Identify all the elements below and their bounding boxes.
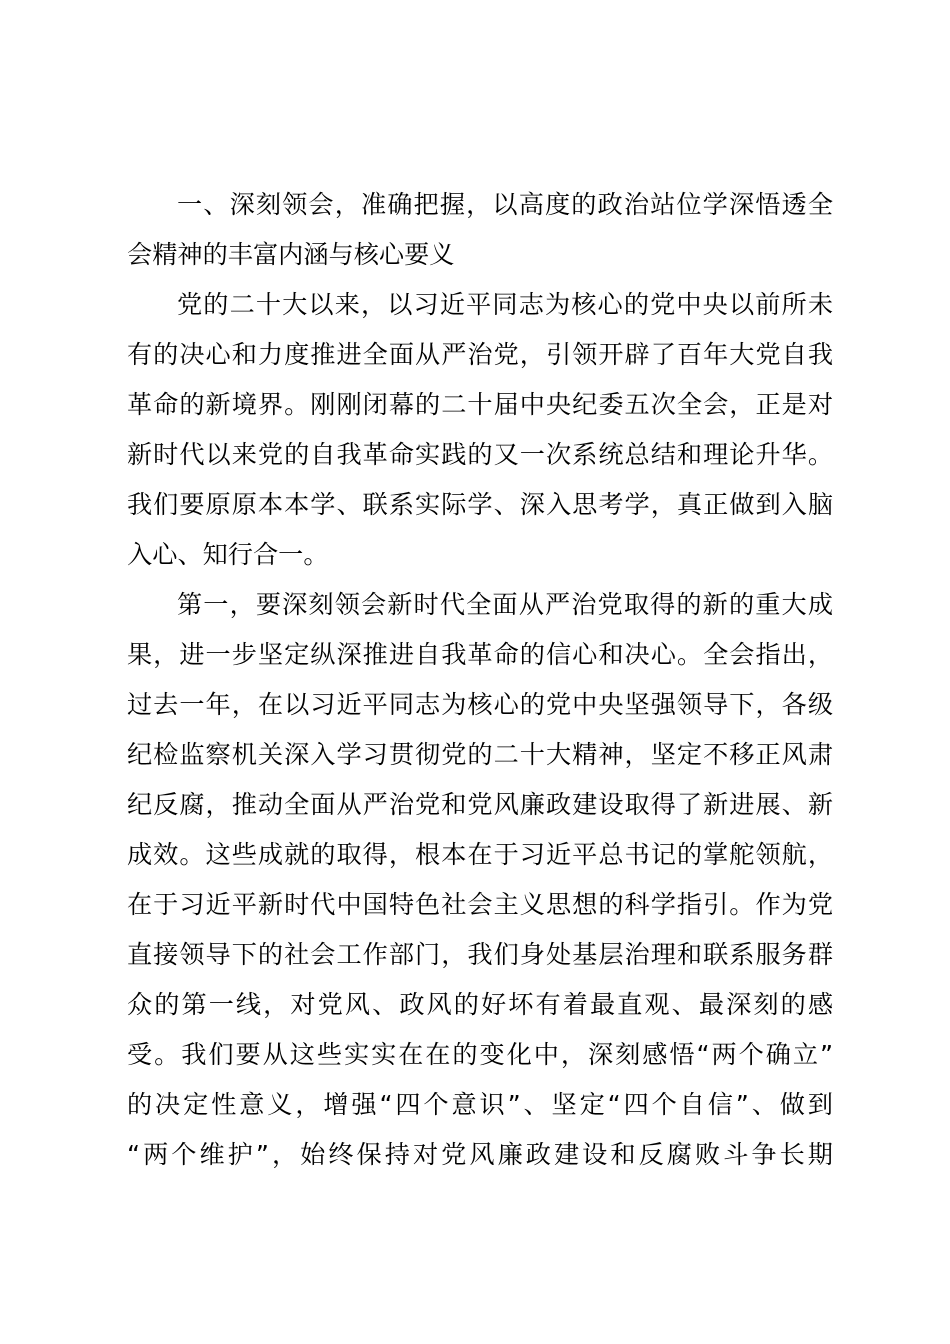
paragraph-line: 有的决心和力度推进全面从严治党，引领开辟了百年大党自我	[127, 340, 833, 369]
paragraph-line: 党的二十大以来，以习近平同志为核心的党中央以前所未	[177, 290, 833, 319]
paragraph-line: 新时代以来党的自我革命实践的又一次系统总结和理论升华。	[127, 440, 833, 469]
heading-line: 会精神的丰富内涵与核心要义	[127, 240, 455, 269]
paragraph-line: 直接领导下的社会工作部门，我们身处基层治理和联系服务群	[127, 940, 833, 969]
heading-line: 一、深刻领会，准确把握，以高度的政治站位学深悟透全	[177, 190, 833, 219]
paragraph-line: 我们要原原本本学、联系实际学、深入思考学，真正做到入脑	[127, 490, 833, 519]
paragraph-line: “两个维护”，始终保持对党风廉政建设和反腐败斗争长期	[127, 1140, 833, 1169]
document-page	[127, 180, 833, 1180]
paragraph-line: 入心、知行合一。	[127, 540, 329, 569]
paragraph-line: 果，进一步坚定纵深推进自我革命的信心和决心。全会指出，	[127, 640, 833, 669]
paragraph-line: 第一，要深刻领会新时代全面从严治党取得的新的重大成	[177, 590, 833, 619]
paragraph-line: 纪检监察机关深入学习贯彻党的二十大精神，坚定不移正风肃	[127, 740, 833, 769]
paragraph-line: 成效。这些成就的取得，根本在于习近平总书记的掌舵领航，	[127, 840, 833, 869]
paragraph-intro	[127, 280, 833, 580]
paragraph-first-point	[127, 580, 833, 1180]
paragraph-line: 的决定性意义，增强“四个意识”、坚定“四个自信”、做到	[127, 1090, 833, 1119]
paragraph-line: 在于习近平新时代中国特色社会主义思想的科学指引。作为党	[127, 890, 833, 919]
paragraph-line: 众的第一线，对党风、政风的好坏有着最直观、最深刻的感	[127, 990, 833, 1019]
paragraph-line: 过去一年，在以习近平同志为核心的党中央坚强领导下，各级	[127, 690, 833, 719]
section-heading	[127, 180, 833, 280]
paragraph-line: 革命的新境界。刚刚闭幕的二十届中央纪委五次全会，正是对	[127, 390, 833, 419]
paragraph-line: 受。我们要从这些实实在在的变化中，深刻感悟“两个确立”	[127, 1040, 833, 1069]
paragraph-line: 纪反腐，推动全面从严治党和党风廉政建设取得了新进展、新	[127, 790, 833, 819]
